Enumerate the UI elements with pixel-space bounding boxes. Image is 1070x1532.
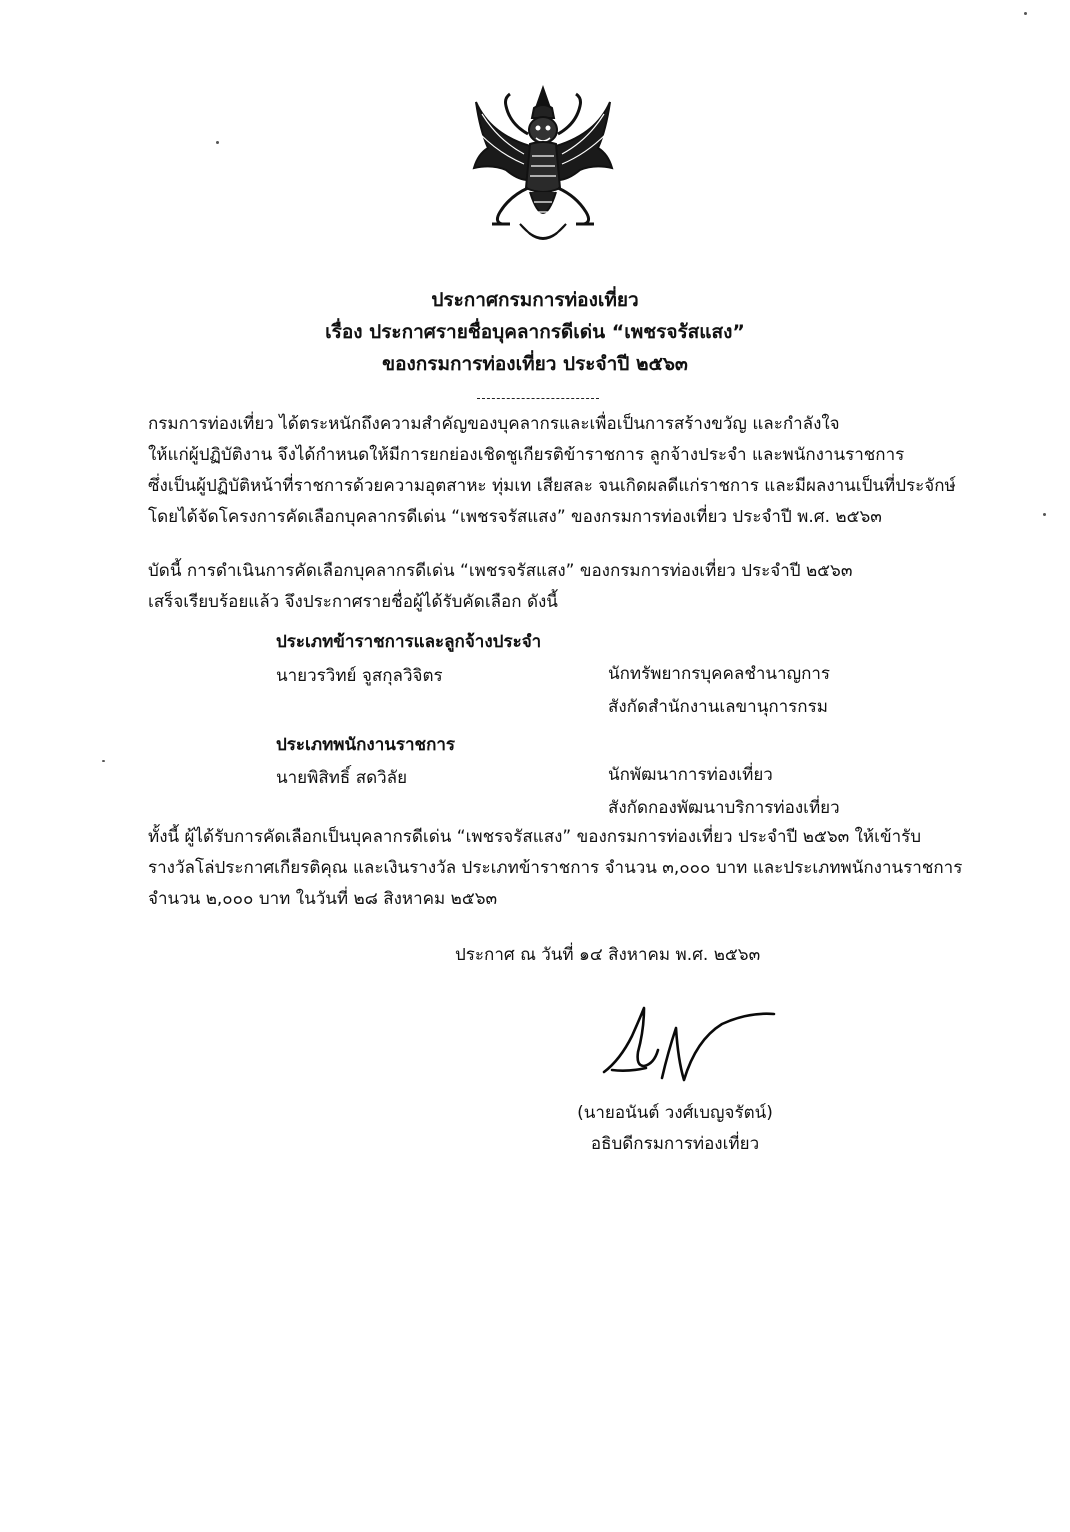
awardee-position: นักทรัพยากรบุคคลชำนาญการ	[608, 664, 831, 684]
paragraph-reward	[148, 822, 978, 915]
awardee-position-block	[608, 658, 830, 724]
awardee-position-block	[608, 759, 840, 825]
signature-image	[598, 1000, 780, 1088]
signer-block	[520, 1098, 830, 1160]
category-heading-civil-servant: ประเภทข้าราชการและลูกจ้างประจำ	[276, 632, 542, 652]
category-heading-government-employee: ประเภทพนักงานราชการ	[276, 735, 456, 755]
paragraph-line: จำนวน ๒,๐๐๐ บาท ในวันที่ ๒๘ สิงหาคม ๒๕๖๓	[148, 889, 498, 909]
document-subject: เรื่อง ประกาศรายชื่อบุคลากรดีเด่น “เพชรจรัสแสง”	[325, 321, 745, 343]
announcement-date: ประกาศ ณ วันที่ ๑๔ สิงหาคม พ.ศ. ๒๕๖๓	[455, 945, 761, 965]
paragraph-line: เสร็จเรียบร้อยแล้ว จึงประกาศรายชื่อผู้ได้รับคัดเลือก ดังนี้	[148, 592, 558, 612]
awardee-name: นายพิสิทธิ์ สดวิลัย	[276, 768, 408, 788]
paragraph-line: กรมการท่องเที่ยว ได้ตระหนักถึงความสำคัญของบุคลากรและเพื่อเป็นการสร้างขวัญ และกำลังใจ	[148, 414, 840, 434]
signer-title: อธิบดีกรมการท่องเที่ยว	[590, 1134, 760, 1154]
document-title: ประกาศกรมการท่องเที่ยว	[431, 289, 639, 311]
awardee-name: นายวรวิทย์ จูสกุลวิจิตร	[276, 666, 443, 686]
signer-name: (นายอนันต์ วงศ์เบญจรัตน์)	[577, 1103, 773, 1123]
paragraph-line: ทั้งนี้ ผู้ได้รับการคัดเลือกเป็นบุคลากรดีเด่น “เพชรจรัสแสง” ของกรมการท่องเที่ยว ประจำปี ๒๕๖๓ ให้เข้ารับ	[148, 827, 922, 847]
scan-speck	[1043, 513, 1046, 516]
scan-speck	[216, 141, 219, 144]
paragraph-line: ให้แก่ผู้ปฏิบัติงาน จึงได้กำหนดให้มีการยกย่องเชิดชูเกียรติข้าราชการ ลูกจ้างประจำ และพนักงานราชการ	[148, 445, 905, 465]
heading-divider	[477, 398, 599, 399]
awardee-position: นักพัฒนาการท่องเที่ยว	[608, 765, 773, 785]
awardee-affiliation: สังกัดสำนักงานเลขานุการกรม	[608, 697, 828, 717]
document-heading	[0, 284, 1070, 380]
document-subject-line2: ของกรมการท่องเที่ยว ประจำปี ๒๕๖๓	[382, 353, 688, 375]
paragraph-line: บัดนี้ การดำเนินการคัดเลือกบุคลากรดีเด่น “เพชรจรัสแสง” ของกรมการท่องเที่ยว ประจำปี ๒๕๖๓	[148, 561, 853, 581]
scan-speck	[102, 760, 105, 762]
awardee-affiliation: สังกัดกองพัฒนาบริการท่องเที่ยว	[608, 798, 840, 818]
paragraph-line: ซึ่งเป็นผู้ปฏิบัติหน้าที่ราชการด้วยความอุตสาหะ ทุ่มเท เสียสละ จนเกิดผลดีแก่ราชการ และมีผลงานเป็นที่ประจักษ์	[148, 476, 956, 496]
paragraph-announcement	[148, 556, 978, 618]
paragraph-intro	[148, 409, 978, 533]
garuda-emblem-icon	[470, 84, 616, 252]
paragraph-line: รางวัลโล่ประกาศเกียรติคุณ และเงินรางวัล ประเภทข้าราชการ จำนวน ๓,๐๐๐ บาท และประเภทพนักงานราชการ	[148, 858, 963, 878]
scan-speck	[1024, 12, 1027, 15]
paragraph-line: โดยได้จัดโครงการคัดเลือกบุคลากรดีเด่น “เพชรจรัสแสง” ของกรมการท่องเที่ยว ประจำปี พ.ศ. ๒๕๖๓	[148, 507, 882, 527]
